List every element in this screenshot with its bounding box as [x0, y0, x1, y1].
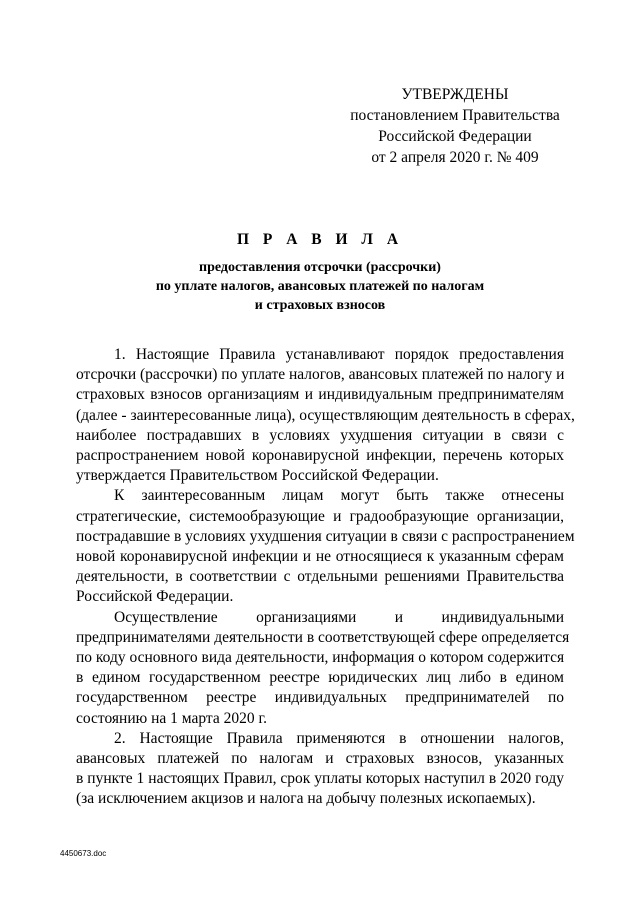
approval-line: постановлением Правительства [350, 107, 560, 124]
approval-block [340, 84, 570, 168]
text-line: деятельности, в соответствии с отдельными решениями Правительства [76, 568, 564, 586]
text-line: в едином государственном реестре юридических лиц либо в едином [76, 669, 564, 687]
text-line: государственном реестре индивидуальных предпринимателей по [76, 689, 564, 707]
subtitle-line: и страховых взносов [254, 298, 386, 313]
text-line: утверждается Правительством Российской Федерации. [76, 467, 439, 485]
text-line: авансовых платежей по налогам и страховых взносов, указанных [76, 750, 564, 768]
text-line: Осуществление организациями и индивидуальными [114, 608, 564, 626]
approval-heading: УТВЕРЖДЕНЫ [401, 86, 509, 103]
document-title: П Р А В И Л А [236, 231, 404, 248]
paragraph-2 [76, 486, 575, 607]
text-line: (далее - заинтересованные лица), осуществляющим деятельность в сферах, [76, 406, 575, 424]
paragraph-4 [76, 729, 564, 810]
subtitle-line: по уплате налогов, авансовых платежей по налогам [155, 279, 485, 294]
text-line: 2. Настоящие Правила применяются в отношении налогов, [114, 729, 564, 747]
text-line: отсрочки (рассрочки) по уплате налогов, авансовых платежей по налогу и [76, 366, 565, 384]
paragraph-3 [76, 608, 570, 729]
paragraph-1 [76, 345, 575, 486]
text-line: предпринимателями деятельности в соответствующей сфере определяется [76, 628, 570, 646]
approval-date-number: от 2 апреля 2020 г. № 409 [371, 149, 539, 166]
text-line: К заинтересованным лицам могут быть также отнесены [114, 487, 564, 505]
text-line: Российской Федерации. [76, 588, 234, 606]
document-subtitle [0, 258, 640, 315]
subtitle-line: предоставления отсрочки (рассрочки) [199, 260, 441, 275]
text-line: по коду основного вида деятельности, информация о котором содержится [76, 649, 565, 667]
text-line: в пункте 1 настоящих Правил, срок уплаты которых наступил в 2020 году [76, 770, 564, 788]
text-line: наиболее пострадавших в условиях ухудшения ситуации в связи с [76, 426, 564, 444]
text-line: стратегические, системообразующие и градообразующие организации, [76, 507, 564, 525]
approval-line: Российской Федерации [378, 128, 532, 145]
text-line: состоянию на 1 марта 2020 г. [76, 709, 267, 727]
text-line: новой коронавирусной инфекции и не относящиеся к указанным сферам [76, 548, 564, 566]
text-line: распространением новой коронавирусной инфекции, перечень которых [76, 447, 564, 465]
document-body [76, 345, 575, 810]
text-line: 1. Настоящие Правила устанавливают порядок предоставления [114, 346, 564, 363]
text-line: страховых взносов организациям и индивидуальным предпринимателям [76, 386, 564, 404]
text-line: пострадавшие в условиях ухудшения ситуации в связи с распространением [76, 527, 575, 545]
document-filename: 4450673.doc [60, 849, 107, 858]
text-line: (за исключением акцизов и налога на добычу полезных ископаемых). [76, 790, 536, 808]
